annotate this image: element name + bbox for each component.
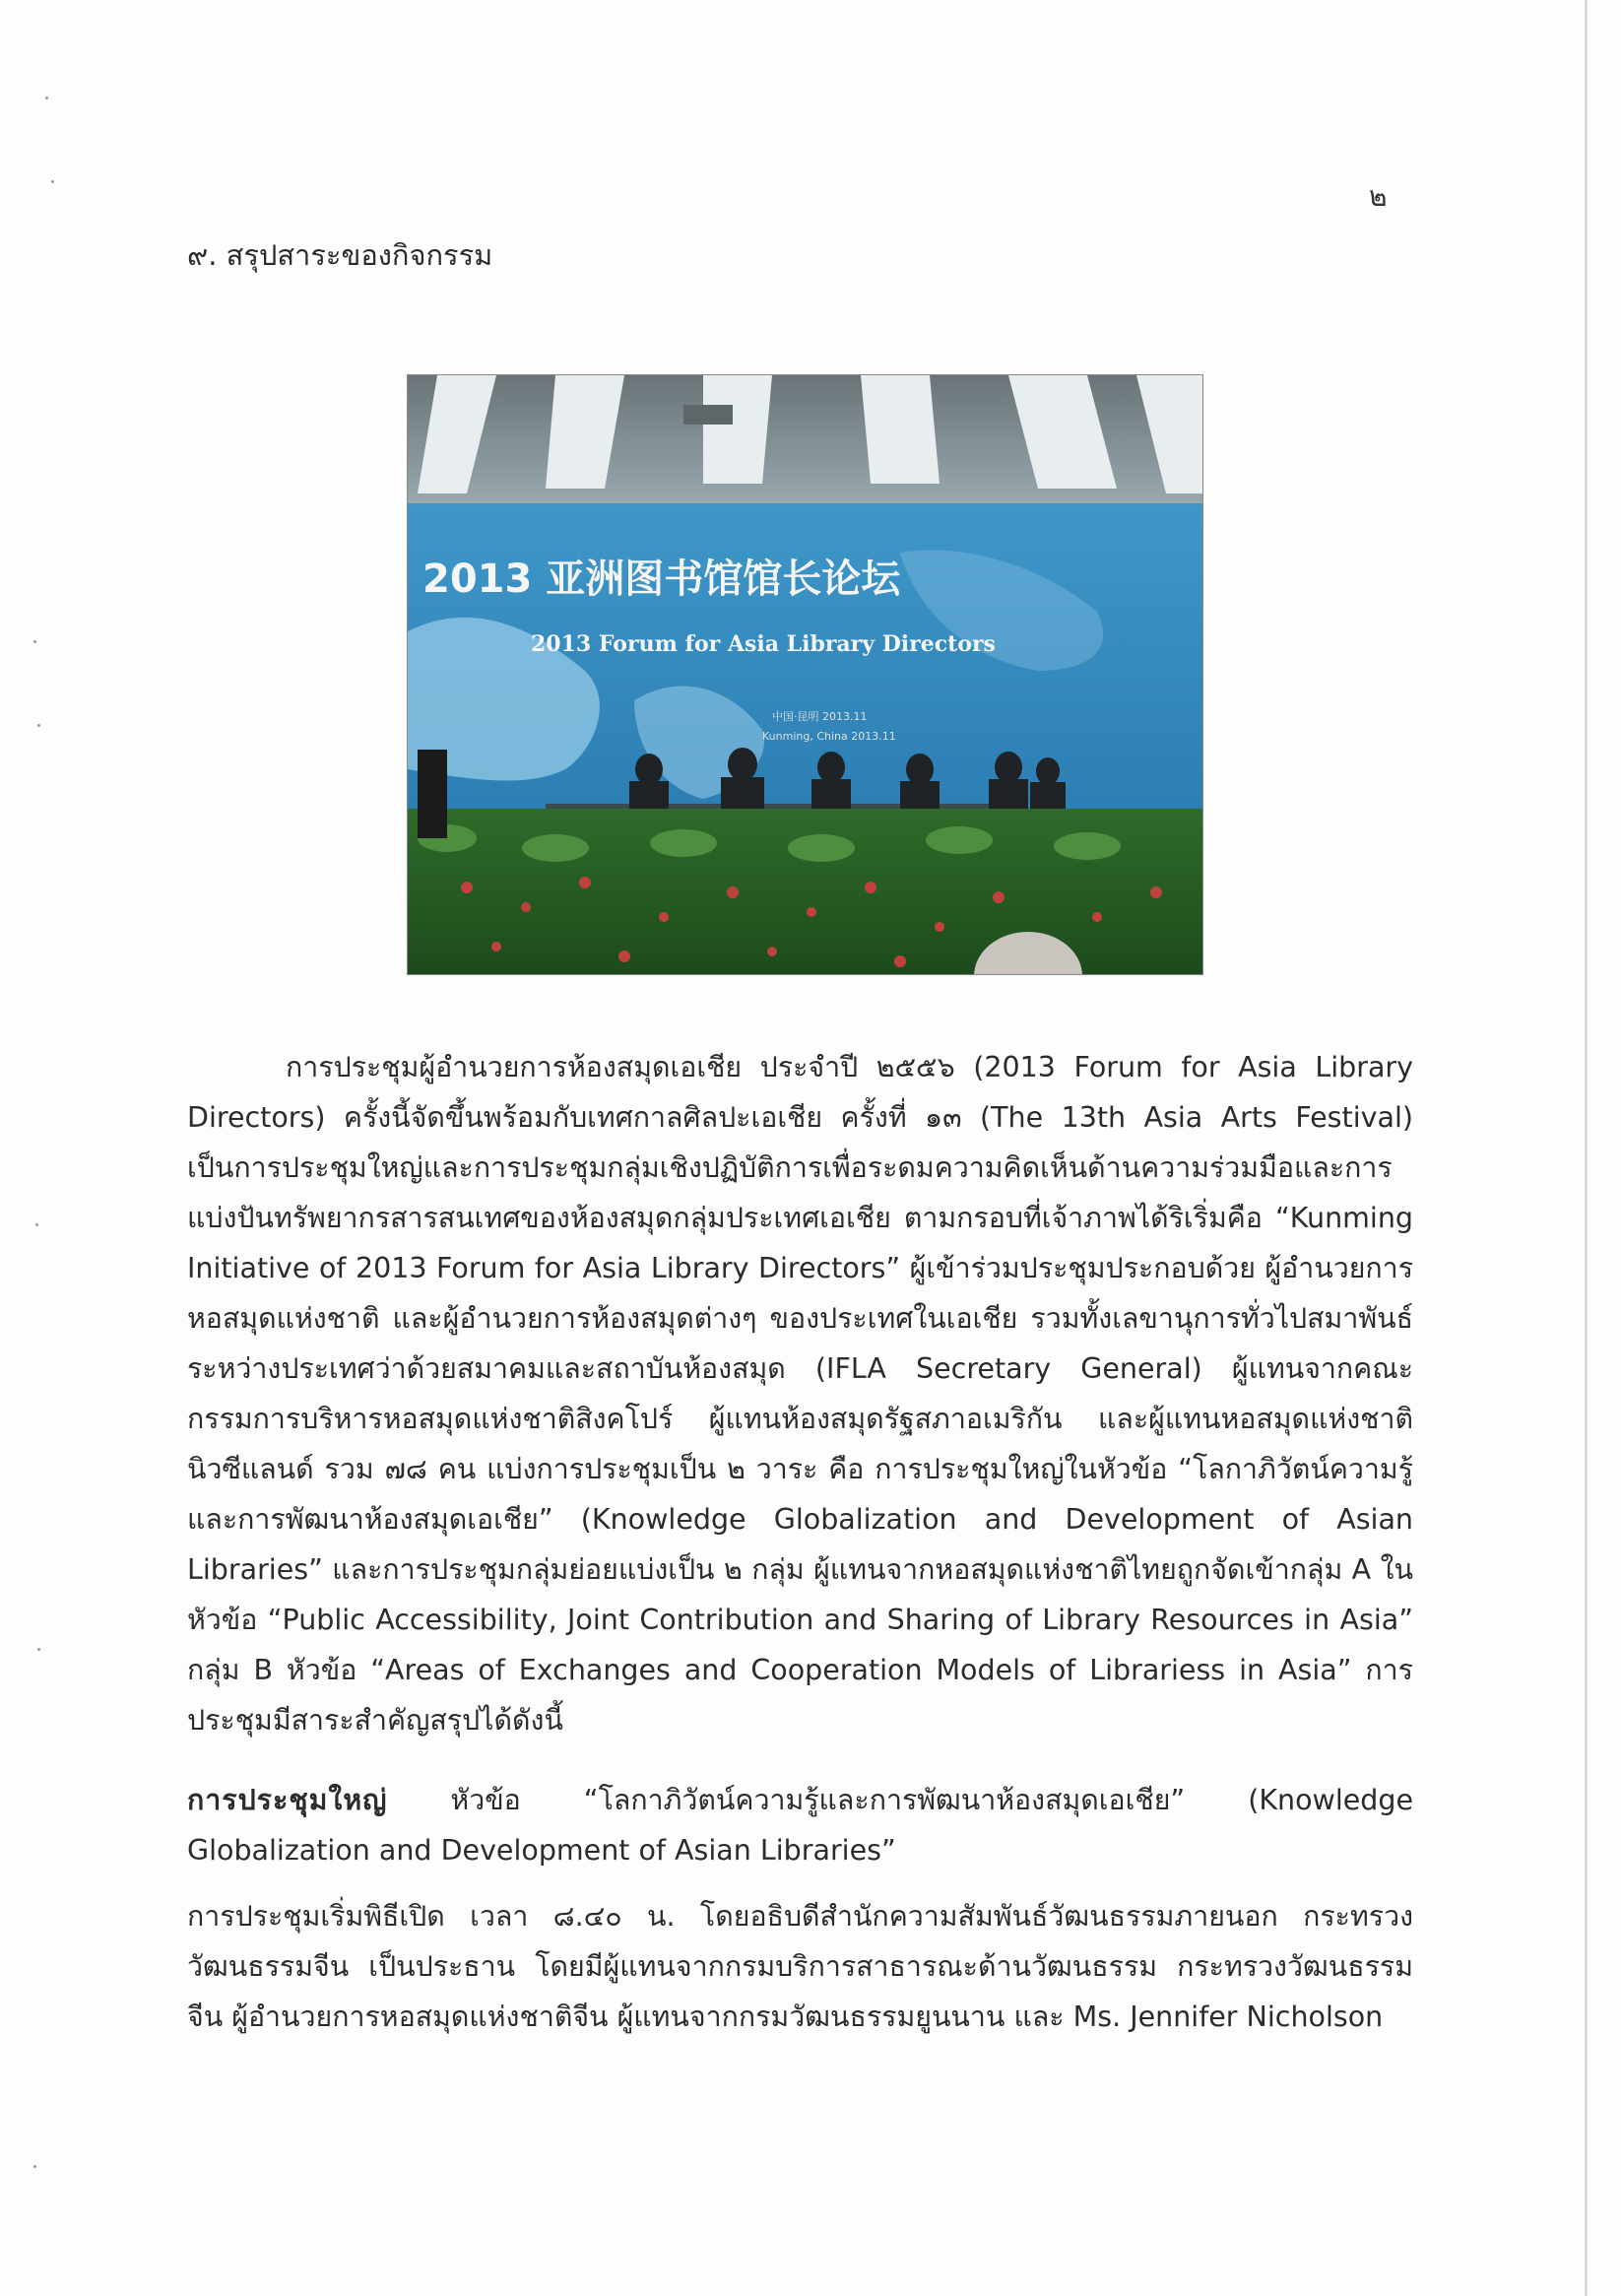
- scan-mark: [37, 1648, 40, 1651]
- scan-mark: [51, 180, 54, 183]
- paragraph-3: การประชุมเริ่มพิธีเปิด เวลา ๘.๔๐ น. โดยอธิบดีสำนักความสัมพันธ์วัฒนธรรมภายนอก กระทรวงวัฒนธรรมจีน เป็นประธาน โดยมีผู้แทนจากกรมบริการสาธารณะด้านวัฒนธรรม กระทรวงวัฒนธรรมจีน ผู้อำนวยการหอสมุดแห่งชาติจีน ผู้แทนจากกรมวัฒนธรรมยูนนาน และ Ms. Jennifer Nicholson: [187, 1900, 1413, 2033]
- page-edge: [1585, 0, 1588, 2296]
- scan-mark: [33, 640, 36, 643]
- banner-english-title: 2013 Forum for Asia Library Directors: [531, 631, 996, 657]
- paragraph-2: [187, 1775, 1413, 1875]
- page-number: ๒: [1369, 180, 1388, 213]
- paragraph-2-heading: การประชุมใหญ่: [187, 1784, 388, 1816]
- banner-chinese-title: 2013 亚洲图书馆馆长论坛: [422, 557, 901, 602]
- scan-mark: [45, 97, 48, 99]
- banner-location-en: Kunming, China 2013.11: [762, 730, 896, 743]
- scan-mark: [37, 724, 40, 727]
- scan-mark: [35, 1223, 38, 1226]
- section-heading: ๙. สรุปสาระของกิจกรรม: [187, 238, 493, 272]
- paragraph-2-body: หัวข้อ “โลกาภิวัตน์ความรู้และการพัฒนาห้องสมุดเอเชีย” (Knowledge Globalization and Development of Asian Libraries”: [187, 1784, 1413, 1867]
- conference-photo: [407, 374, 1203, 975]
- scan-mark: [33, 2165, 36, 2168]
- banner-location-cn: 中国·昆明 2013.11: [772, 710, 868, 723]
- paragraph-1: การประชุมผู้อำนวยการห้องสมุดเอเชีย ประจำปี ๒๕๕๖ (2013 Forum for Asia Library Directors) ครั้งนี้จัดขึ้นพร้อมกับเทศกาลศิลปะเอเชีย ครั้งที่ ๑๓ (The 13th Asia Arts Festival) เป็นการประชุมใหญ่และการประชุมกลุ่มเชิงปฏิบัติการเพื่อระดมความคิดเห็นด้านความร่วมมือและการแบ่งปันทรัพยากรสารสนเทศของห้องสมุดกลุ่มประเทศเอเชีย ตามกรอบที่เจ้าภาพได้ริเริ่มคือ “Kunming Initiative of 2013 Forum for Asia Library Directors” ผู้เข้าร่วมประชุมประกอบด้วย ผู้อำนวยการหอสมุดแห่งชาติ และผู้อำนวยการห้องสมุดต่างๆ ของประเทศในเอเชีย รวมทั้งเลขานุการทั่วไปสมาพันธ์ระหว่างประเทศว่าด้วยสมาคมและสถาบันห้องสมุด (IFLA Secretary General) ผู้แทนจากคณะกรรมการบริหารหอสมุดแห่งชาติสิงคโปร์ ผู้แทนห้องสมุดรัฐสภาอเมริกัน และผู้แทนหอสมุดแห่งชาตินิวซีแลนด์ รวม ๗๘ คน แบ่งการประชุมเป็น ๒ วาระ คือ การประชุมใหญ่ในหัวข้อ “โลกาภิวัตน์ความรู้และการพัฒนาห้องสมุดเอเชีย” (Knowledge Globalization and Development of Asian Libraries” และการประชุมกลุ่มย่อยแบ่งเป็น ๒ กลุ่ม ผู้แทนจากหอสมุดแห่งชาติไทยถูกจัดเข้ากลุ่ม A ในหัวข้อ “Public Accessibility, Joint Contribution and Sharing of Library Resources in Asia” กลุ่ม B หัวข้อ “Areas of Exchanges and Cooperation Models of Librariess in Asia” การประชุมมีสาระสำคัญสรุปได้ดังนี้: [187, 1051, 1413, 1737]
